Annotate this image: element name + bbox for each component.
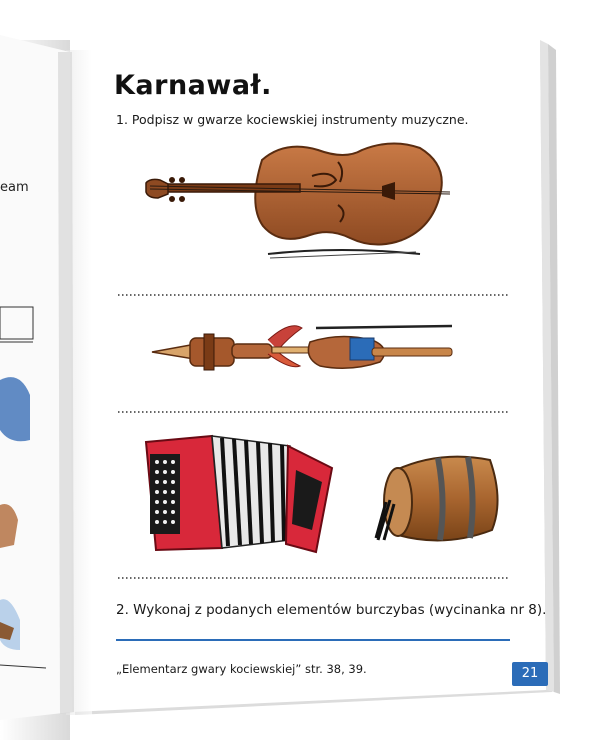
task-2-instruction: 2. Wykonaj z podanych elementów burczybas (wycinanka nr 8).	[116, 602, 547, 618]
left-page-watercolor	[0, 377, 30, 441]
page-number: 21	[512, 662, 548, 686]
accordion-illustration	[146, 436, 332, 552]
left-page-text-fragment: eam	[0, 180, 29, 195]
page-title: Karnawał.	[114, 70, 272, 101]
footer-reference: „Elementarz gwary kociewskiej” str. 38, 39.	[116, 662, 367, 676]
barrel-drum-illustration	[376, 457, 498, 541]
task-1-instruction: 1. Podpisz w gwarze kociewskiej instrumenty muzyczne.	[116, 112, 469, 127]
